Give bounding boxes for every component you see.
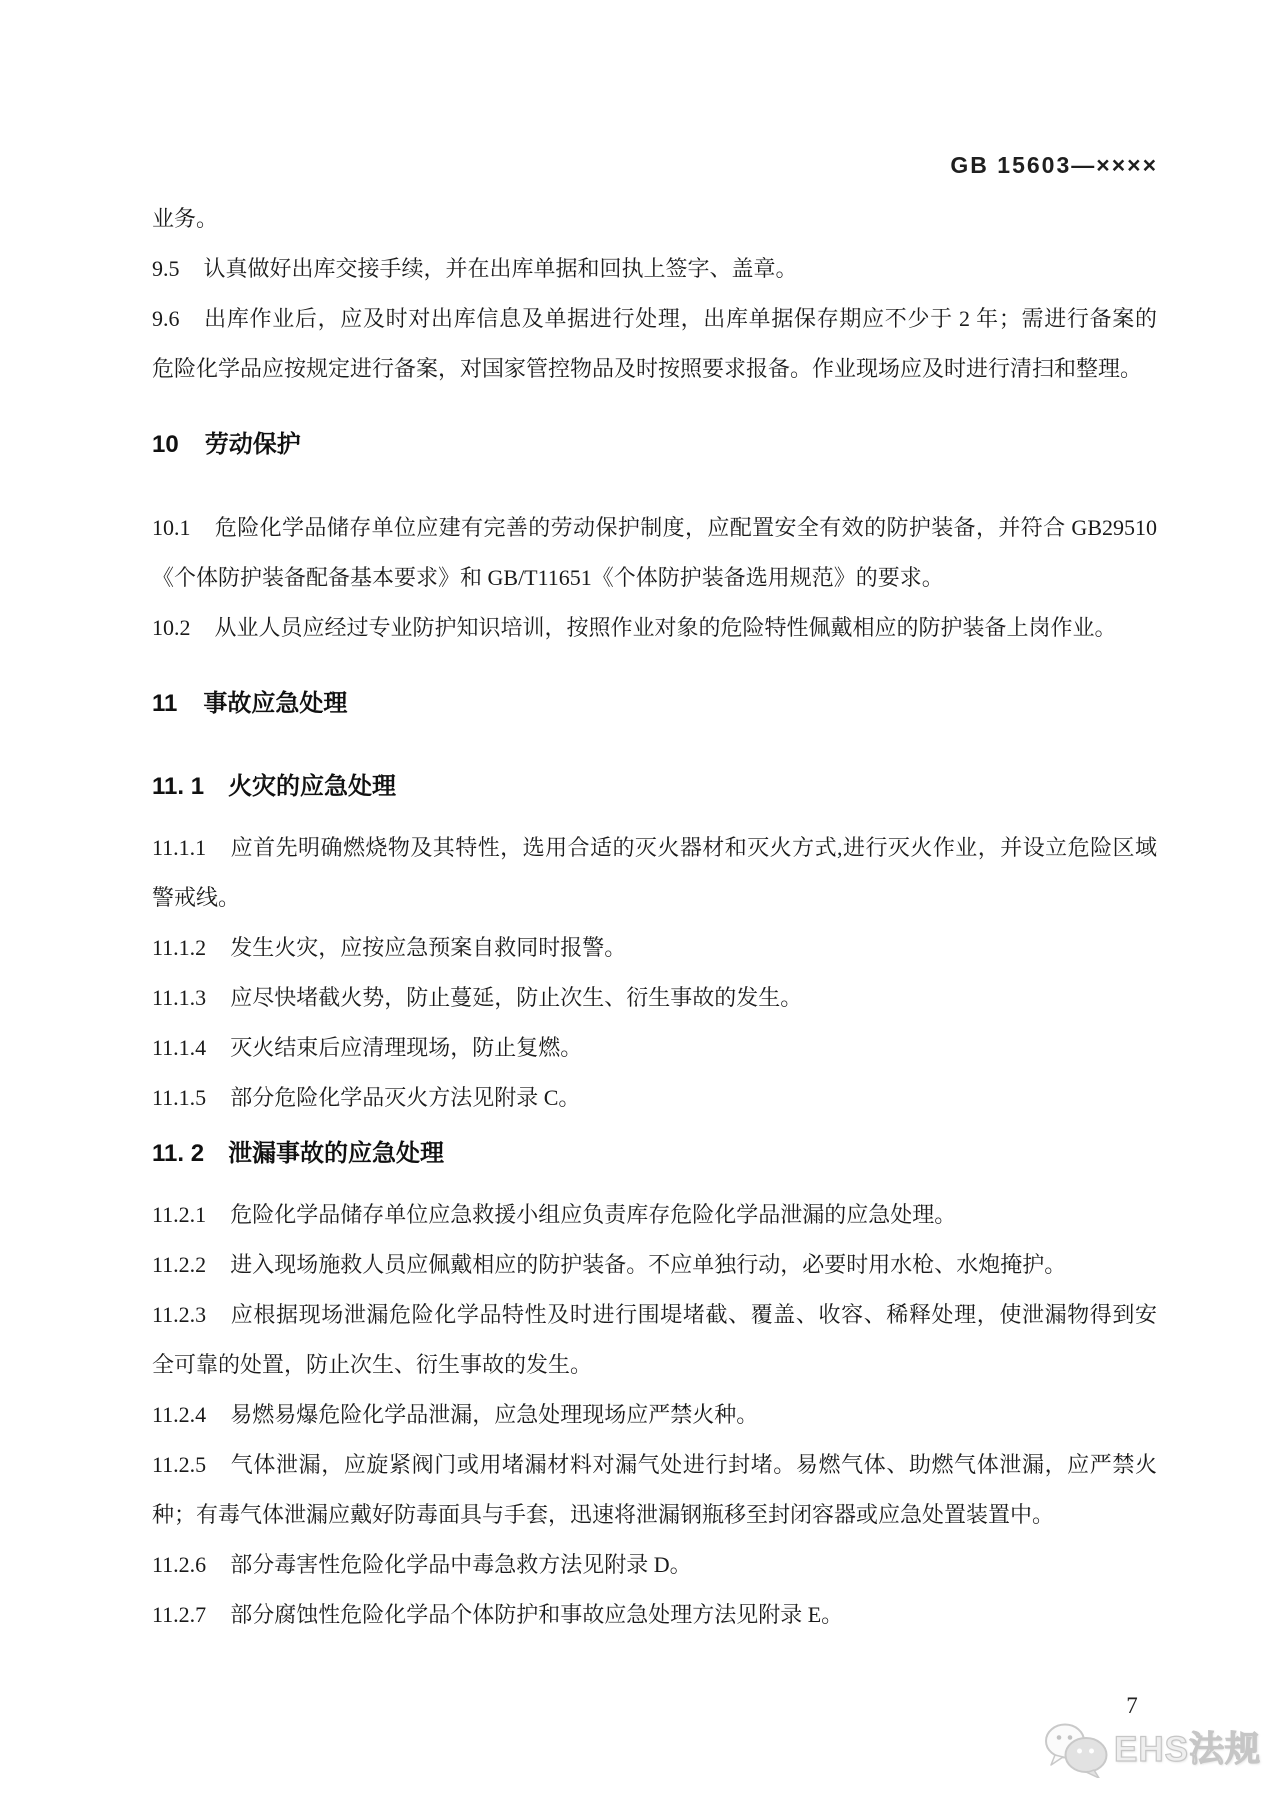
document-body — [152, 0, 1157, 1640]
clause-text: 灭火结束后应清理现场，防止复燃。 — [230, 1035, 583, 1060]
clause-text: 危险化学品应按规定进行备案，对国家管控物品及时按照要求报备。作业现场应及时进行清扫和整理。 — [152, 356, 1143, 381]
clause — [152, 1440, 1157, 1540]
section-number: 10 — [152, 431, 179, 458]
text-line — [152, 244, 1157, 294]
clause-text: 部分毒害性危险化学品中毒急救方法见附录 D。 — [230, 1552, 692, 1577]
clause-text: 认真做好出库交接手续，并在出库单据和回执上签字、盖章。 — [203, 256, 798, 281]
section-number: 11. 1 — [152, 773, 205, 800]
standard-code: GB 15603—×××× — [950, 152, 1158, 178]
clause — [152, 823, 1157, 923]
clause-number: 11.1.2 — [152, 935, 207, 960]
clause-text: 危险化学品储存单位应急救援小组应负责库存危险化学品泄漏的应急处理。 — [230, 1202, 957, 1227]
clause-number: 11.2.2 — [152, 1252, 207, 1277]
clause-number: 11.1.3 — [152, 985, 207, 1010]
clause-number: 11.1.4 — [152, 1035, 207, 1060]
clause — [152, 503, 1157, 603]
clause-text: 《个体防护装备配备基本要求》和 GB/T11651《个体防护装备选用规范》的要求。 — [152, 565, 944, 590]
clause — [152, 1073, 1157, 1123]
clause-text: 气体泄漏，应旋紧阀门或用堵漏材料对漏气处进行封堵。易燃气体、助燃气体泄漏，应严禁火 — [230, 1452, 1157, 1477]
page-number: 7 — [1126, 1693, 1138, 1718]
clause-text: 警戒线。 — [152, 885, 241, 910]
clause-text: 出库作业后，应及时对出库信息及单据进行处理，出库单据保存期应不少于 2 年；需进行备案的 — [203, 306, 1157, 331]
clause — [152, 973, 1157, 1023]
clause-text: 部分腐蚀性危险化学品个体防护和事故应急处理方法见附录 E。 — [230, 1602, 844, 1627]
text-line — [152, 1073, 1157, 1123]
clause — [152, 1390, 1157, 1440]
clause-text: 种；有毒气体泄漏应戴好防毒面具与手套，迅速将泄漏钢瓶移至封闭容器或应急处置装置中。 — [152, 1502, 1055, 1527]
clause — [152, 1540, 1157, 1590]
text-line — [152, 194, 1157, 244]
section-number: 11 — [152, 690, 178, 717]
clause — [152, 1190, 1157, 1240]
text-line — [152, 1023, 1157, 1073]
clause-number: 11.2.4 — [152, 1402, 207, 1427]
clause-number: 11.2.1 — [152, 1202, 207, 1227]
clause-text: 发生火灾，应按应急预案自救同时报警。 — [230, 935, 627, 960]
clause — [152, 294, 1157, 394]
section-title: 劳动保护 — [204, 431, 301, 458]
clause-number: 9.5 — [152, 256, 180, 281]
text-line — [152, 823, 1157, 873]
text-line — [152, 1240, 1157, 1290]
clause-number: 10.1 — [152, 515, 191, 540]
text-line — [152, 553, 1157, 603]
clause-text: 应尽快堵截火势，防止蔓延，防止次生、衍生事故的发生。 — [230, 985, 803, 1010]
clause-number: 9.6 — [152, 306, 180, 331]
clause-text: 应首先明确燃烧物及其特性，选用合适的灭火器材和灭火方式,进行灭火作业，并设立危险区域 — [230, 835, 1157, 860]
clause-number: 10.2 — [152, 615, 191, 640]
clause — [152, 1023, 1157, 1073]
text-line — [152, 503, 1157, 553]
clause — [152, 1590, 1157, 1640]
clause-text: 业务。 — [152, 206, 219, 231]
clause-text: 全可靠的处置，防止次生、衍生事故的发生。 — [152, 1352, 593, 1377]
text-line — [152, 294, 1157, 344]
clause-text: 应根据现场泄漏危险化学品特性及时进行围堤堵截、覆盖、收容、稀释处理，使泄漏物得到安 — [230, 1302, 1157, 1327]
clause-text: 危险化学品储存单位应建有完善的劳动保护制度，应配置安全有效的防护装备，并符合 GB29510 — [214, 515, 1157, 540]
clause — [152, 1290, 1157, 1390]
clause — [152, 1240, 1157, 1290]
text-line — [152, 973, 1157, 1023]
section-number: 11. 2 — [152, 1140, 205, 1167]
text-line — [152, 1340, 1157, 1390]
text-line — [152, 873, 1157, 923]
text-line — [152, 344, 1157, 394]
watermark-brand: EHS法规 — [1114, 1730, 1261, 1769]
text-line — [152, 923, 1157, 973]
text-line — [152, 1190, 1157, 1240]
text-line — [152, 603, 1157, 653]
clause-number: 11.1.1 — [152, 835, 207, 860]
text-line — [152, 1440, 1157, 1490]
clause — [152, 603, 1157, 653]
clause-number: 11.2.7 — [152, 1602, 207, 1627]
text-line — [152, 1540, 1157, 1590]
section-heading — [152, 1129, 1157, 1179]
text-line — [152, 1390, 1157, 1440]
section-heading — [152, 762, 1157, 812]
clause-text: 进入现场施救人员应佩戴相应的防护装备。不应单独行动，必要时用水枪、水炮掩护。 — [230, 1252, 1067, 1277]
clause-number: 11.2.6 — [152, 1552, 207, 1577]
text-line — [152, 1590, 1157, 1640]
section-title: 火灾的应急处理 — [228, 773, 397, 800]
clause-number: 11.1.5 — [152, 1085, 207, 1110]
section-title: 事故应急处理 — [203, 690, 348, 717]
paragraph — [152, 194, 1157, 244]
text-line — [152, 1290, 1157, 1340]
clause-number: 11.2.5 — [152, 1452, 207, 1477]
clause — [152, 923, 1157, 973]
wechat-icon — [1044, 1722, 1108, 1778]
section-heading — [152, 679, 1157, 729]
section-heading — [152, 420, 1157, 470]
clause-number: 11.2.3 — [152, 1302, 207, 1327]
section-title: 泄漏事故的应急处理 — [228, 1140, 445, 1167]
text-line — [152, 1490, 1157, 1540]
clause-text: 从业人员应经过专业防护知识培训，按照作业对象的危险特性佩戴相应的防护装备上岗作业。 — [214, 615, 1117, 640]
clause-text: 部分危险化学品灭火方法见附录 C。 — [230, 1085, 581, 1110]
clause-text: 易燃易爆危险化学品泄漏，应急处理现场应严禁火种。 — [230, 1402, 759, 1427]
watermark — [1044, 1722, 1261, 1778]
clause — [152, 244, 1157, 294]
